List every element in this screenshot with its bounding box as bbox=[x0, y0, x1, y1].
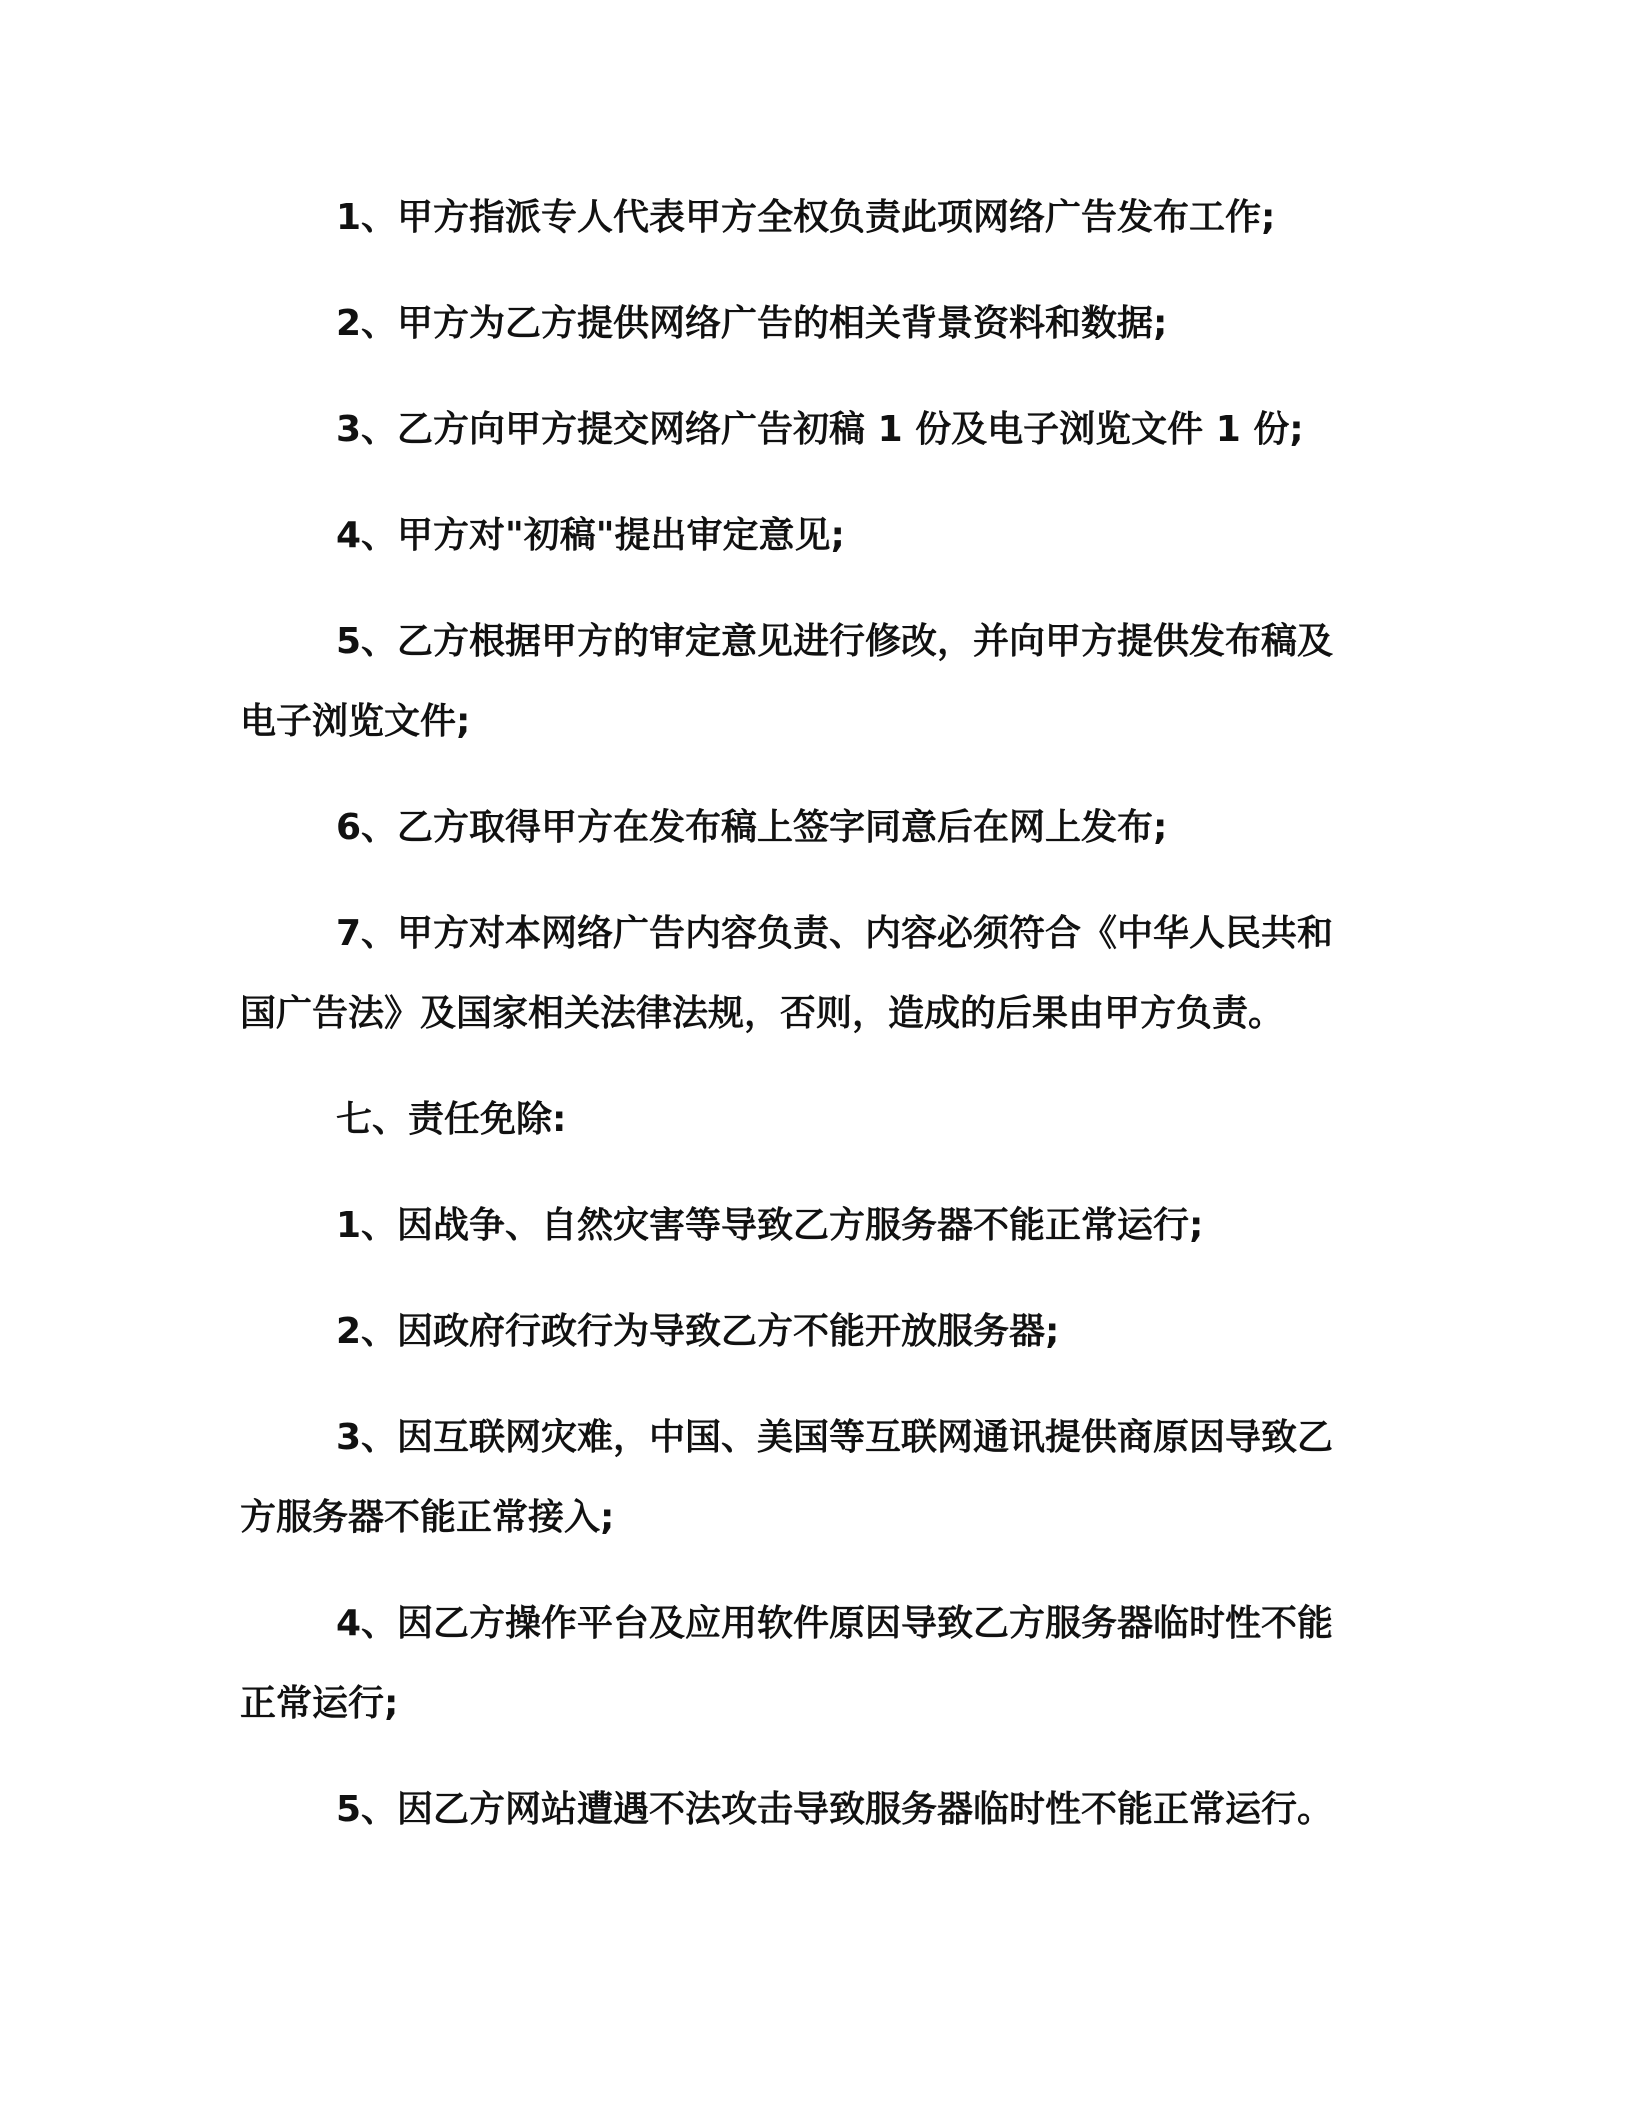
document-body bbox=[240, 178, 1368, 1876]
exemption-2: 2、因政府行政行为导致乙方不能开放服务器; bbox=[336, 1311, 1060, 1352]
clause-7: 7、甲方对本网络广告内容负责、内容必须符合《中华人民共和国广告法》及国家相关法律法规，否则，造成的后果由甲方负责。 bbox=[240, 913, 1334, 1034]
exemption-1: 1、因战争、自然灾害等导致乙方服务器不能正常运行; bbox=[336, 1205, 1204, 1246]
clause-1: 1、甲方指派专人代表甲方全权负责此项网络广告发布工作; bbox=[336, 197, 1276, 238]
clause-3: 3、乙方向甲方提交网络广告初稿 1 份及电子浏览文件 1 份; bbox=[336, 409, 1304, 450]
clause-6: 6、乙方取得甲方在发布稿上签字同意后在网上发布; bbox=[336, 807, 1168, 848]
section-heading: 七、责任免除: bbox=[336, 1099, 567, 1140]
clause-5: 5、乙方根据甲方的审定意见进行修改，并向甲方提供发布稿及电子浏览文件; bbox=[240, 621, 1334, 742]
clause-2: 2、甲方为乙方提供网络广告的相关背景资料和数据; bbox=[336, 303, 1168, 344]
exemption-5: 5、因乙方网站遭遇不法攻击导致服务器临时性不能正常运行。 bbox=[336, 1789, 1334, 1830]
clause-4: 4、甲方对"初稿"提出审定意见; bbox=[336, 515, 845, 556]
exemption-3: 3、因互联网灾难，中国、美国等互联网通讯提供商原因导致乙方服务器不能正常接入; bbox=[240, 1417, 1334, 1538]
exemption-4: 4、因乙方操作平台及应用软件原因导致乙方服务器临时性不能正常运行; bbox=[240, 1603, 1334, 1724]
